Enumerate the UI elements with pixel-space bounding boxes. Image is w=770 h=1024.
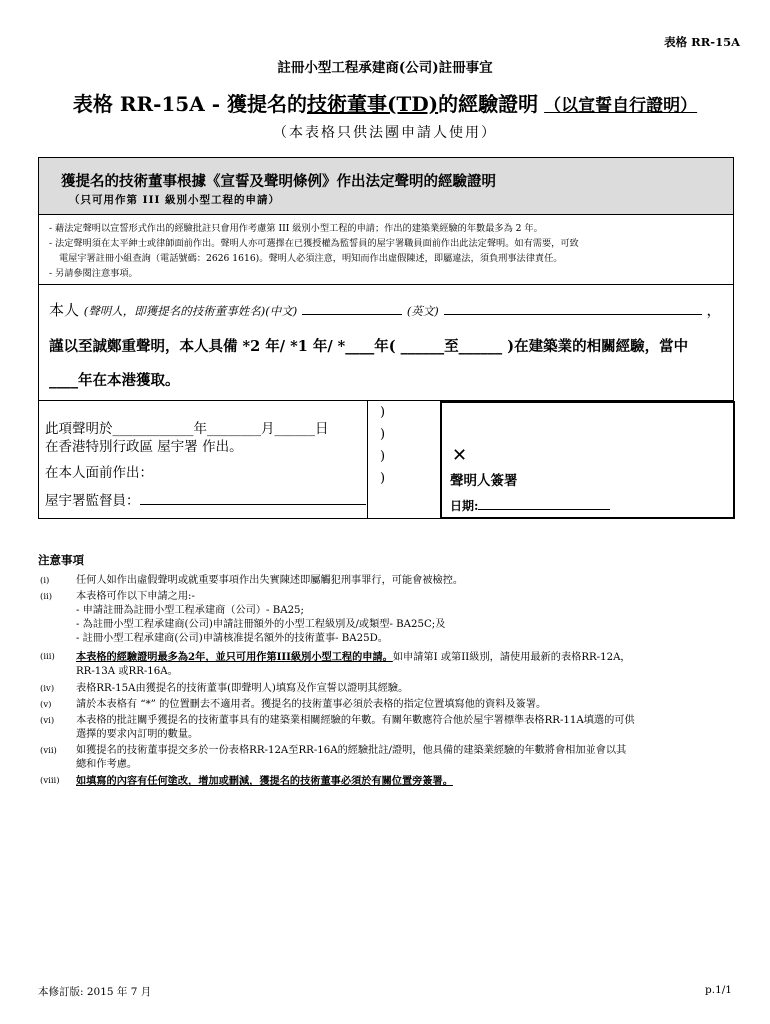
- note-item: [38, 682, 738, 696]
- note-bold: 如填寫的內容有任何塗改，增加或刪減，獲提名的技術董事必須於有關位置旁簽署。: [76, 775, 453, 787]
- form-code: 表格 RR-15A: [664, 35, 740, 49]
- page-title: [0, 88, 770, 117]
- note-number: (v): [40, 700, 52, 710]
- note-text: - 申請註冊為註冊小型工程承建商（公司）- BA25;: [76, 605, 304, 616]
- note-text: 選擇的要求內訂明的數量。: [76, 729, 199, 740]
- note-text: [76, 774, 738, 789]
- subject-heading: 註冊小型工程承建商(公司)註冊事宜: [277, 60, 493, 76]
- title-sub: （以宣誓自行證明）: [544, 96, 698, 116]
- page-number: p.1/1: [705, 984, 732, 996]
- instruction-line: - 藉法定聲明以宣誓形式作出的經驗批註只會用作考慮第 III 級別小型工程的申請；作出的建築業經驗的年數最多為 2 年。: [49, 223, 543, 234]
- comma: ，: [706, 301, 722, 319]
- signature-date-field[interactable]: [478, 497, 610, 510]
- paren: ): [380, 405, 386, 420]
- paren: ): [380, 449, 386, 464]
- declarant-signature-box[interactable]: [440, 401, 735, 519]
- english-name-hint: (英文): [406, 304, 439, 318]
- note-item: [38, 774, 738, 789]
- note-text: 如獲提名的技術董事提交多於一份表格RR-12A至RR-16A的經驗批註/證明，他具備的建築業經驗的年數將會相加並會以其: [76, 745, 627, 756]
- declaration-place-line: 在香港特別行政區 屋宇署 作出。: [45, 439, 243, 455]
- paren: ): [380, 427, 386, 442]
- supervisor-signature-field[interactable]: [140, 494, 366, 505]
- note-item: [38, 698, 738, 712]
- title-middle: 的經驗證明: [438, 92, 539, 116]
- notes-title: 注意事項: [38, 553, 84, 567]
- experience-statement[interactable]: 謹以至誠鄭重聲明，本人具備 *2 年/ *1 年/ *____年( ______至______ )在建築業的相關經驗，當中: [49, 338, 689, 355]
- instruction-line: - 另請參閱注意事項。: [49, 268, 138, 279]
- section-header-title: 獲提名的技術董事根據《宣誓及聲明條例》作出法定聲明的經驗證明: [61, 173, 496, 190]
- note-item: [38, 650, 738, 679]
- local-experience-statement[interactable]: ____年在本港獲取。: [49, 372, 180, 389]
- date-label: 日期:: [450, 499, 479, 513]
- witness-box: [38, 401, 368, 519]
- cross-mark-icon: ✕: [452, 445, 468, 466]
- instruction-line: - 法定聲明須在太平紳士或律師面前作出。聲明人亦可選擇在已獲授權為監誓員的屋宇署職員面前作出此法定聲明。如有需要，可致: [49, 238, 579, 249]
- note-number: (vi): [40, 716, 55, 726]
- note-number: (iii): [40, 652, 55, 662]
- section-header: [38, 157, 734, 215]
- note-plain: 如申請第I 或第II級別，請使用最新的表格RR-12A，: [392, 652, 631, 663]
- note-number: (viii): [40, 776, 60, 786]
- instructions-box: [38, 215, 734, 285]
- supervisor-label-text: 屋宇署監督員：: [45, 493, 140, 509]
- note-text: 本表格可作以下申請之用:-: [76, 591, 195, 602]
- title-underlined: 技術董事(TD): [306, 92, 439, 116]
- note-text: 本表格的批註關乎獲提名的技術董事具有的建築業相關經驗的年數。有關年數應符合他於屋宇署標準表格RR-11A填選的可供: [76, 715, 635, 726]
- usage-note: （本表格只供法團申請人使用）: [273, 125, 497, 141]
- signature-date-row: [450, 497, 610, 514]
- note-number: (ii): [40, 592, 53, 602]
- note-number: (vii): [40, 746, 57, 756]
- declarant-signature-label: 聲明人簽署: [450, 473, 518, 489]
- note-number: (iv): [40, 684, 55, 694]
- note-text: 總和作考慮。: [76, 759, 138, 770]
- declarant-label: 本人: [49, 301, 80, 319]
- revision-date: 本修訂版: 2015 年 7 月: [38, 986, 152, 998]
- declarant-name-row: [49, 299, 721, 320]
- chinese-name-hint: (聲明人，即獲提名的技術董事姓名)(中文): [83, 304, 298, 318]
- note-text: 任何人如作出虛假聲明或就重要事項作出失實陳述即屬觸犯刑事罪行，可能會被檢控。: [76, 575, 464, 586]
- note-item: [38, 714, 738, 742]
- note-item: [38, 744, 738, 772]
- paren: ): [380, 471, 386, 486]
- note-number: (i): [40, 576, 50, 586]
- note-item: [38, 590, 738, 646]
- declaration-date-line[interactable]: 此項聲明於____________年________月______日: [45, 421, 329, 437]
- note-bold: 本表格的經驗證明最多為2年，並只可用作第III級別小型工程的申請。: [76, 651, 393, 663]
- note-text: [76, 650, 738, 665]
- note-text: 表格RR-15A由獲提名的技術董事(即聲明人)填寫及作宣誓以證明其經驗。: [76, 683, 409, 694]
- section-header-sub: （只可用作第 III 級別小型工程的申請）: [69, 194, 281, 206]
- note-text: 請於本表格有 “*” 的位置刪去不適用者。獲提名的技術董事必須於表格的指定位置填寫他的資料及簽署。: [76, 699, 547, 710]
- note-item: [38, 574, 738, 588]
- english-name-field[interactable]: [444, 300, 702, 315]
- title-prefix: 表格 RR-15A - 獲提名的: [72, 92, 307, 116]
- parens-column: [368, 401, 440, 519]
- chinese-name-field[interactable]: [302, 300, 402, 315]
- note-text: - 註冊小型工程承建商(公司)申請核准提名額外的技術董事- BA25D。: [76, 633, 388, 644]
- note-text: - 為註冊小型工程承建商(公司)申請註冊額外的小型工程級別及/或類型- BA25C;及: [76, 619, 446, 630]
- declaration-box: [38, 285, 734, 401]
- supervisor-label: [45, 489, 366, 509]
- note-text: RR-13A 或RR-16A。: [76, 666, 178, 677]
- instruction-line: 電屋宇署註冊小組查詢（電話號碼：2626 1616)。聲明人必須注意，明知而作出虛假陳述，即屬違法，須負刑事法律責任。: [59, 253, 563, 264]
- witnessed-before-label: 在本人面前作出：: [45, 465, 153, 481]
